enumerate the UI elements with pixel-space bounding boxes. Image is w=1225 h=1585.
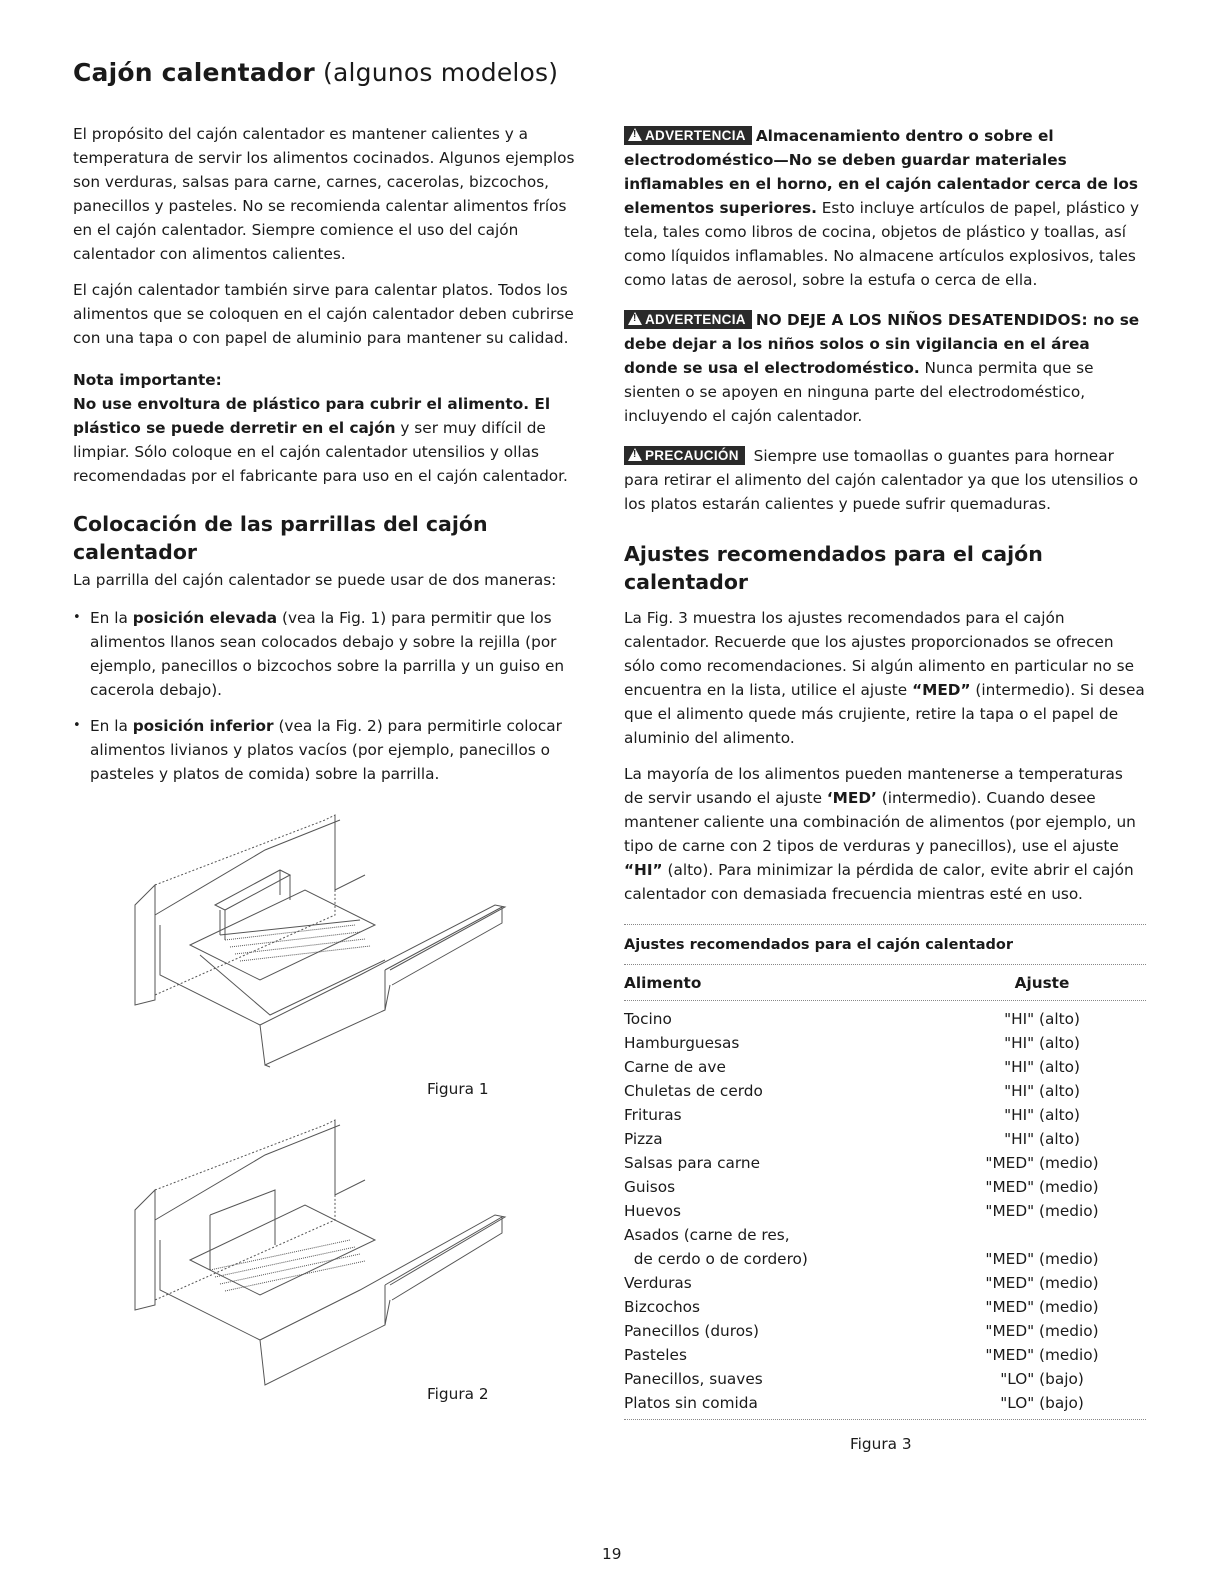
cell-setting: "HI" (alto): [1004, 1058, 1080, 1076]
table-title: Ajustes recomendados para el cajón calentador: [624, 937, 1013, 953]
table-row: [624, 1247, 1146, 1271]
warning-storage: !ADVERTENCIA Almacenamiento dentro o sobre el electrodoméstico—No se deben guardar materiales inflamables en el horno, en el cajón calentador cerca de los elementos superiores. Esto incluye artículos de papel, plástico y tela, tales como libros de cocina, objetos de plástico y toallas, así como líquidos inflamables. No almacene artículos explosivos, tales como latas de aerosol, sobre la estufa o cerca de ella.: [624, 124, 1146, 292]
title-strong: Cajón calentador: [73, 58, 315, 87]
table-row: [624, 1319, 1146, 1343]
table-rule: [624, 1419, 1146, 1420]
intro-paragraph: El propósito del cajón calentador es mantener calientes y a temperatura de servir los alimentos cocinados. Algunos ejemplos son verduras, salsas para carne, carnes, cacerolas, bizcochos, panecillos y pasteles. No se recomienda calentar alimentos fríos en el cajón calentador. Siempre comience el uso del cajón calentador con alimentos calientes.: [73, 125, 575, 263]
table-row: [624, 1271, 1146, 1295]
table-row: [624, 1367, 1146, 1391]
figure-3-caption: Figura 3: [850, 1435, 912, 1453]
warning-triangle-icon: [628, 312, 642, 325]
left-column: [73, 122, 588, 798]
table-row: [624, 1079, 1146, 1103]
cell-food: Tocino: [624, 1010, 672, 1028]
cell-setting: "MED" (medio): [985, 1250, 1099, 1268]
cell-food: Pizza: [624, 1130, 663, 1148]
table-row: [624, 1127, 1146, 1151]
caution-burns: !PRECAUCIÓN Siempre use tomaollas o guantes para hornear para retirar el alimento del cajón calentador ya que los utensilios o los platos estarán calientes y puede sufrir quemaduras.: [624, 444, 1146, 516]
section-title-racks: Colocación de las parrillas del cajón calentador: [73, 512, 488, 564]
table-row: [624, 1295, 1146, 1319]
table-row: [624, 1007, 1146, 1031]
cell-setting: "MED" (medio): [985, 1274, 1099, 1292]
cell-food: de cerdo o de cordero): [624, 1250, 808, 1268]
cell-setting: "LO" (bajo): [1000, 1370, 1084, 1388]
cell-food: Panecillos (duros): [624, 1322, 759, 1340]
list-item: • En la posición elevada (vea la Fig. 1) para permitir que los alimentos llanos sean colocados debajo y sobre la rejilla (por ejemplo, panecillos o bizcochos sobre la parrilla y un guiso en cacerola debajo).: [73, 606, 588, 702]
page-number: 19: [602, 1545, 622, 1563]
table-row: [624, 1031, 1146, 1055]
column-header-setting: Ajuste: [1014, 974, 1070, 992]
warning-badge: !ADVERTENCIA: [624, 310, 752, 329]
cell-setting: "HI" (alto): [1004, 1034, 1080, 1052]
cell-setting: "MED" (medio): [985, 1202, 1099, 1220]
title-rest: (algunos modelos): [314, 58, 559, 87]
settings-paragraph-2: La mayoría de los alimentos pueden mantenerse a temperaturas de servir usando el ajuste ‘MED’ (intermedio). Cuando desee mantener caliente una combinación de alimentos (por ejemplo, un tipo de carne con 2 tipos de verduras y panecillos), use el ajuste “HI” (alto). Para minimizar la pérdida de calor, evite abrir el cajón calentador con demasiada frecuencia mientras esté en uso.: [624, 765, 1136, 903]
figure-2-caption: Figura 2: [427, 1385, 489, 1403]
warning-triangle-icon: [628, 128, 642, 141]
cell-setting: [942, 1223, 1142, 1247]
rack-positions-list: [73, 606, 588, 786]
table-row: [624, 1391, 1146, 1415]
table-row: [624, 1175, 1146, 1199]
table-row: [624, 1343, 1146, 1367]
cell-food: Hamburguesas: [624, 1034, 740, 1052]
warning-children: !ADVERTENCIA NO DEJE A LOS NIÑOS DESATENDIDOS: no se debe dejar a los niños solos o sin vigilancia en el área donde se usa el electrodoméstico. Nunca permita que se sienten o se apoyen en ninguna parte del electrodoméstico, incluyendo el cajón calentador.: [624, 308, 1146, 428]
settings-paragraph-1: La Fig. 3 muestra los ajustes recomendados para el cajón calentador. Recuerde que los ajustes proporcionados se ofrecen sólo como recomendaciones. Si algún alimento en particular no se encuentra en la lista, utilice el ajuste “MED” (intermedio). Si desea que el alimento quede más crujiente, retire la tapa o el papel de aluminio del alimento.: [624, 609, 1145, 747]
plates-paragraph: El cajón calentador también sirve para calentar platos. Todos los alimentos que se coloquen en el cajón calentador deben cubrirse con una tapa o con papel de aluminio para mantener su calidad.: [73, 281, 574, 347]
cell-food: Chuletas de cerdo: [624, 1082, 763, 1100]
important-note: [73, 368, 588, 488]
cell-food: Platos sin comida: [624, 1394, 758, 1412]
caution-badge: !PRECAUCIÓN: [624, 446, 745, 465]
cell-setting: "LO" (bajo): [1000, 1394, 1084, 1412]
column-header-food: Alimento: [624, 974, 702, 992]
section-title-settings: Ajustes recomendados para el cajón calentador: [624, 542, 1043, 594]
cell-setting: "MED" (medio): [985, 1154, 1099, 1172]
table-header: [624, 965, 1146, 1000]
cell-food: Asados (carne de res,: [624, 1226, 790, 1244]
page-title: [73, 58, 558, 87]
cell-food: Pasteles: [624, 1346, 687, 1364]
note-title: Nota importante:: [73, 371, 222, 389]
cell-food: Panecillos, suaves: [624, 1370, 763, 1388]
section-intro: La parrilla del cajón calentador se puede usar de dos maneras:: [73, 571, 557, 589]
cell-food: Verduras: [624, 1274, 692, 1292]
cell-setting: "HI" (alto): [1004, 1010, 1080, 1028]
cell-setting: "MED" (medio): [985, 1346, 1099, 1364]
note-rest: y ser muy difícil de limpiar. Sólo coloque en el cajón calentador utensilios y ollas recomendadas por el fabricante para uso en el cajón calentador.: [73, 419, 568, 485]
cell-setting: "MED" (medio): [985, 1322, 1099, 1340]
note-bold: No use envoltura de plástico para cubrir el alimento. El plástico se puede derretir en el cajón: [73, 395, 551, 437]
drawer-rack-elevated-illustration: [130, 795, 520, 1070]
cell-setting: "HI" (alto): [1004, 1082, 1080, 1100]
cell-food: Carne de ave: [624, 1058, 726, 1076]
cell-setting: "HI" (alto): [1004, 1130, 1080, 1148]
cell-food: Guisos: [624, 1178, 676, 1196]
cell-food: Frituras: [624, 1106, 682, 1124]
list-item: • En la posición inferior (vea la Fig. 2) para permitirle colocar alimentos livianos y platos vacíos (por ejemplo, panecillos o pasteles y platos de comida) sobre la parrilla.: [73, 714, 588, 786]
drawer-rack-lower-illustration: [130, 1095, 520, 1395]
settings-table: [624, 924, 1146, 1420]
cell-setting: "MED" (medio): [985, 1298, 1099, 1316]
table-row: [624, 1103, 1146, 1127]
cell-food: Huevos: [624, 1202, 681, 1220]
table-row: [624, 1223, 1146, 1247]
figure-1-caption: Figura 1: [427, 1080, 489, 1098]
cell-food: Bizcochos: [624, 1298, 700, 1316]
cell-food: Salsas para carne: [624, 1154, 761, 1172]
table-row: [624, 1055, 1146, 1079]
warning-badge: !ADVERTENCIA: [624, 126, 752, 145]
table-body: [624, 1001, 1146, 1419]
warning-triangle-icon: [628, 448, 642, 461]
right-column: [624, 124, 1146, 1420]
table-row: [624, 1151, 1146, 1175]
cell-setting: "HI" (alto): [1004, 1106, 1080, 1124]
cell-setting: "MED" (medio): [985, 1178, 1099, 1196]
table-row: [624, 1199, 1146, 1223]
